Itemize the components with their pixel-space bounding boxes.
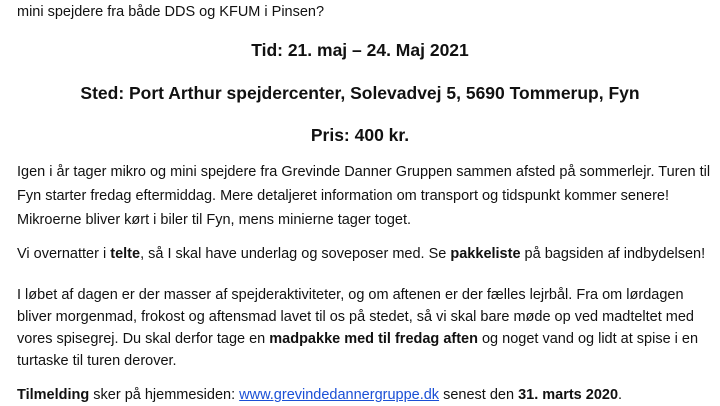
p4-text-c: senest den [439,387,519,403]
p1-line-2: Fyn starter fredag eftermiddag. Mere detaljeret information om transport og tidspunkt kommer senere! [17,188,669,204]
p1-line-3: Mikroerne bliver kørt i biler til Fyn, mens minierne tager toget. [17,212,412,228]
p3-line-2: bliver morgenmad, frokost og aftensmad lavet til os på stedet, så vi skal bare møde op ved madteltet med [17,309,694,325]
p2-bold-telte: telte [110,246,141,262]
p4-text-e: . [618,387,623,403]
p4-line [17,384,622,406]
p3-text-c: og noget vand og lidt at spise i en [477,331,699,347]
p3-line-1: I løbet af dagen er der masser af spejderaktiviteter, og om aftenen er der fælles lejrbål. Fra om lørdagen [17,287,684,303]
p2-text-a: Vi overnatter i [17,246,111,262]
p4-bold-tilmelding: Tilmelding [17,387,90,403]
p4-bold-date: 31. marts 2020 [518,387,619,403]
p3-bold-madpakke: madpakke med til fredag aften [269,331,478,347]
p1-line-1: Igen i år tager mikro og mini spejdere fra Grevinde Danner Gruppen sammen afsted på sommerlejr. Turen til [17,164,711,180]
p3-line-3 [17,328,698,350]
place-heading: Sted: Port Arthur spejdercenter, Solevadvej 5, 5690 Tommerup, Fyn [80,83,640,103]
p2-line [17,243,705,265]
time-heading: Tid: 21. maj – 24. Maj 2021 [251,40,469,60]
p2-text-c: , så I skal have underlag og soveposer med. Se [140,246,451,262]
price-heading: Pris: 400 kr. [310,125,410,145]
intro-line: mini spejdere fra både DDS og KFUM i Pinsen? [17,4,325,20]
p2-text-e: på bagsiden af indbydelsen! [520,246,706,262]
p4-text-b: sker på hjemmesiden: [89,387,240,403]
website-link[interactable]: www.grevindedannergruppe.dk [239,387,440,403]
p3-text-a: vores spisegrej. Du skal derfor tage en [17,331,270,347]
p2-bold-pakkeliste: pakkeliste [450,246,521,262]
p3-line-4: turtaske til turen derover. [17,353,177,369]
